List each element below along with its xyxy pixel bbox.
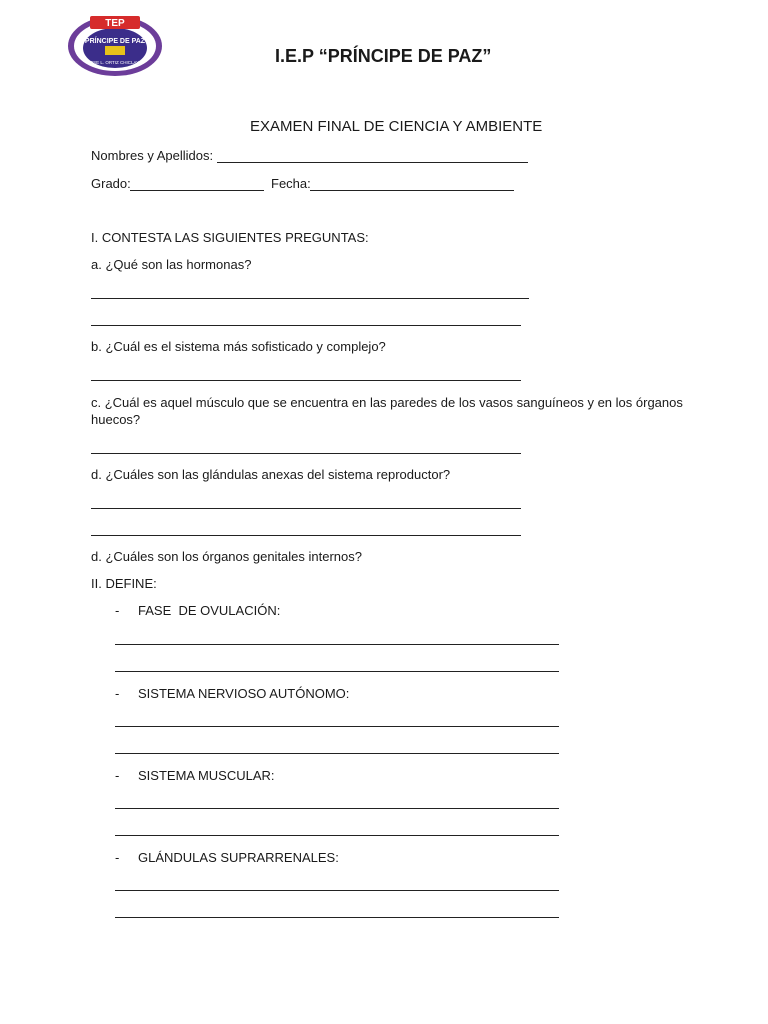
date-label: Fecha:: [271, 176, 311, 191]
section-2-heading: II. DEFINE:: [91, 576, 157, 591]
bullet-dash: -: [115, 686, 120, 701]
grade-label: Grado:: [91, 176, 131, 191]
answer-line[interactable]: [115, 671, 559, 672]
school-name: I.E.P “PRÍNCIPE DE PAZ”: [275, 46, 492, 66]
grade-field-line[interactable]: [130, 190, 264, 191]
question-c-line-2: huecos?: [91, 412, 141, 427]
answer-line[interactable]: [115, 890, 559, 891]
name-label: Nombres y Apellidos:: [91, 148, 214, 163]
exam-title: EXAMEN FINAL DE CIENCIA Y AMBIENTE: [250, 118, 543, 135]
answer-line[interactable]: [115, 835, 559, 836]
answer-line[interactable]: [115, 726, 559, 727]
bullet-dash: -: [115, 850, 120, 865]
term-fase-ovulacion: FASE DE OVULACIÓN:: [138, 603, 281, 618]
question-a: a. ¿Qué son las hormonas?: [91, 257, 252, 272]
answer-line[interactable]: [115, 753, 559, 754]
answer-line[interactable]: [115, 917, 559, 918]
answer-line[interactable]: [115, 808, 559, 809]
section-1-heading: I. CONTESTA LAS SIGUIENTES PREGUNTAS:: [91, 230, 369, 245]
answer-line[interactable]: [91, 380, 521, 381]
term-sistema-nervioso-autonomo: SISTEMA NERVIOSO AUTÓNOMO:: [138, 686, 350, 701]
answer-line[interactable]: [91, 298, 529, 299]
bullet-dash: -: [115, 603, 120, 618]
logo-bottom-text: JOSE L. ORTIZ CHICLAYO: [87, 60, 143, 65]
question-d-1: d. ¿Cuáles son las glándulas anexas del sistema reproductor?: [91, 467, 451, 482]
answer-line[interactable]: [115, 644, 559, 645]
question-c-line-1: c. ¿Cuál es aquel músculo que se encuentra en las paredes de los vasos sanguíneos y en los órganos: [91, 395, 683, 410]
date-field-line[interactable]: [310, 190, 514, 191]
school-logo: [66, 12, 164, 78]
name-field-line[interactable]: [217, 162, 528, 163]
logo-banner-text: TEP: [105, 18, 125, 29]
answer-line[interactable]: [91, 453, 521, 454]
question-d-2: d. ¿Cuáles son los órganos genitales internos?: [91, 549, 362, 564]
answer-line[interactable]: [91, 535, 521, 536]
answer-line[interactable]: [91, 508, 521, 509]
term-sistema-muscular: SISTEMA MUSCULAR:: [138, 768, 275, 783]
term-glandulas-suprarrenales: GLÁNDULAS SUPRARRENALES:: [138, 850, 339, 865]
answer-line[interactable]: [91, 325, 521, 326]
bullet-dash: -: [115, 768, 120, 783]
question-b: b. ¿Cuál es el sistema más sofisticado y complejo?: [91, 339, 386, 354]
logo-ring-text: PRÍNCIPE DE PAZ: [84, 38, 146, 45]
